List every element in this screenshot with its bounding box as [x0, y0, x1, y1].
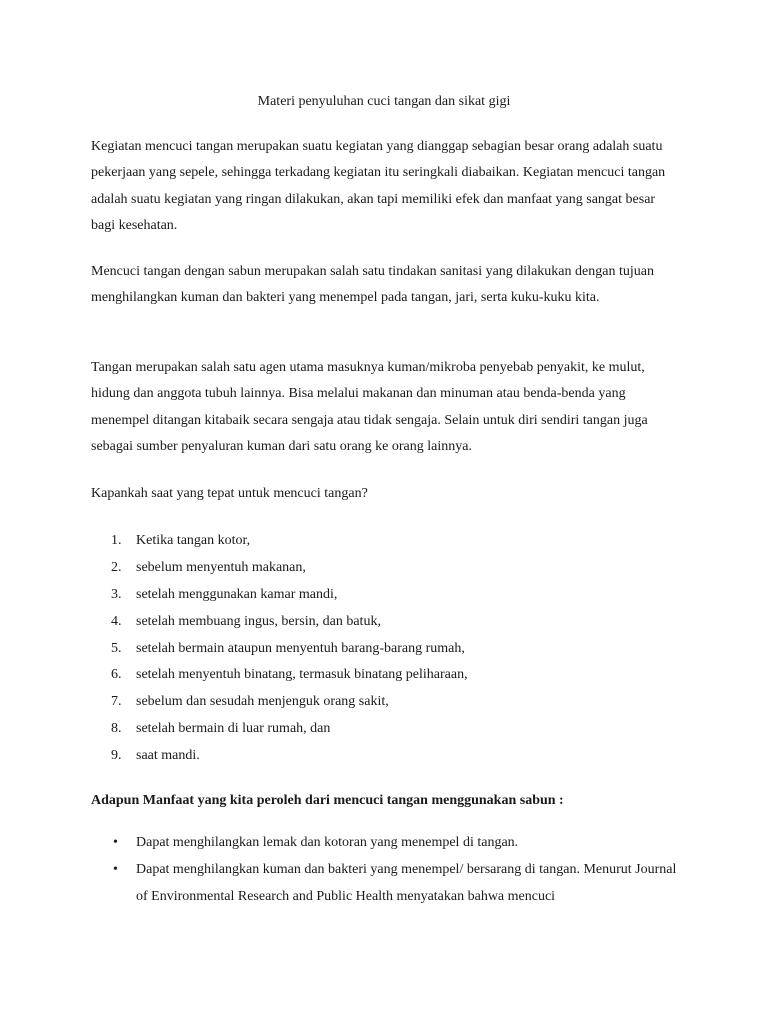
list-text: sebelum menyentuh makanan,: [136, 559, 306, 575]
handwashing-times-list: [91, 528, 681, 770]
list-number: 8.: [111, 721, 122, 737]
list-text: setelah menggunakan kamar mandi,: [136, 586, 338, 602]
document-title: Materi penyuluhan cuci tangan dan sikat gigi: [257, 94, 511, 109]
list-item: [91, 636, 681, 663]
list-item: [91, 528, 681, 555]
list-text: sebelum dan sesudah menjenguk orang sakit,: [136, 694, 389, 710]
list-item: [91, 609, 681, 636]
list-item: [91, 555, 681, 582]
list-text: setelah bermain di luar rumah, dan: [136, 721, 331, 737]
list-item: [91, 662, 681, 689]
list-item: [91, 689, 681, 716]
list-number: 4.: [111, 613, 122, 629]
bullet-item: [91, 830, 681, 857]
bullet-item: [91, 857, 681, 911]
benefits-heading: Adapun Manfaat yang kita peroleh dari mencuci tangan menggunakan sabun :: [91, 793, 564, 808]
paragraph-hands-germ-agent: Tangan merupakan salah satu agen utama masuknya kuman/mikroba penyebab penyakit, ke mulut, hidung dan anggota tubuh lainnya. Bisa melalui makanan dan minuman atau benda-benda yang menempel ditangan kitabaik secara sengaja atau tidak sengaja. Selain untuk diri sendiri tangan juga sebagai sumber penyaluran kuman dari satu orang ke orang lainnya.: [91, 360, 648, 454]
list-number: 7.: [111, 694, 122, 710]
bullet-icon: •: [113, 861, 118, 877]
list-text: saat mandi.: [136, 748, 200, 764]
list-number: 9.: [111, 748, 122, 764]
list-number: 2.: [111, 559, 122, 575]
list-number: 3.: [111, 586, 122, 602]
list-text: setelah membuang ingus, bersin, dan batuk,: [136, 613, 381, 629]
bullet-text: Dapat menghilangkan kuman dan bakteri yang menempel/ bersarang di tangan. Menurut Journal of Environmental Research and Public Health menyatakan bahwa mencuci: [136, 861, 677, 904]
paragraph-when-question: Kapankah saat yang tepat untuk mencuci tangan?: [91, 486, 368, 501]
list-number: 6.: [111, 667, 122, 683]
benefits-list: [91, 830, 681, 911]
bullet-text: Dapat menghilangkan lemak dan kotoran yang menempel di tangan.: [136, 835, 519, 850]
list-text: setelah menyentuh binatang, termasuk binatang peliharaan,: [136, 667, 468, 683]
list-item: [91, 582, 681, 609]
paragraph-soap-sanitation: Mencuci tangan dengan sabun merupakan salah satu tindakan sanitasi yang dilakukan dengan tujuan menghilangkan kuman dan bakteri yang menempel pada tangan, jari, serta kuku-kuku kita.: [91, 264, 654, 306]
list-text: setelah bermain ataupun menyentuh barang-barang rumah,: [136, 640, 465, 656]
list-item: [91, 716, 681, 743]
paragraph-handwashing-intro: Kegiatan mencuci tangan merupakan suatu kegiatan yang dianggap sebagian besar orang adalah suatu pekerjaan yang sepele, sehingga terkadang kegiatan itu seringkali diabaikan. Kegiatan mencuci tangan adalah suatu kegiatan yang ringan dilakukan, akan tapi memiliki efek dan manfaat yang sangat besar bagi kesehatan.: [91, 139, 666, 233]
list-number: 5.: [111, 640, 122, 656]
list-number: 1.: [111, 533, 122, 548]
list-text: Ketika tangan kotor,: [136, 533, 251, 548]
bullet-icon: •: [113, 835, 118, 850]
list-item: [91, 743, 681, 770]
